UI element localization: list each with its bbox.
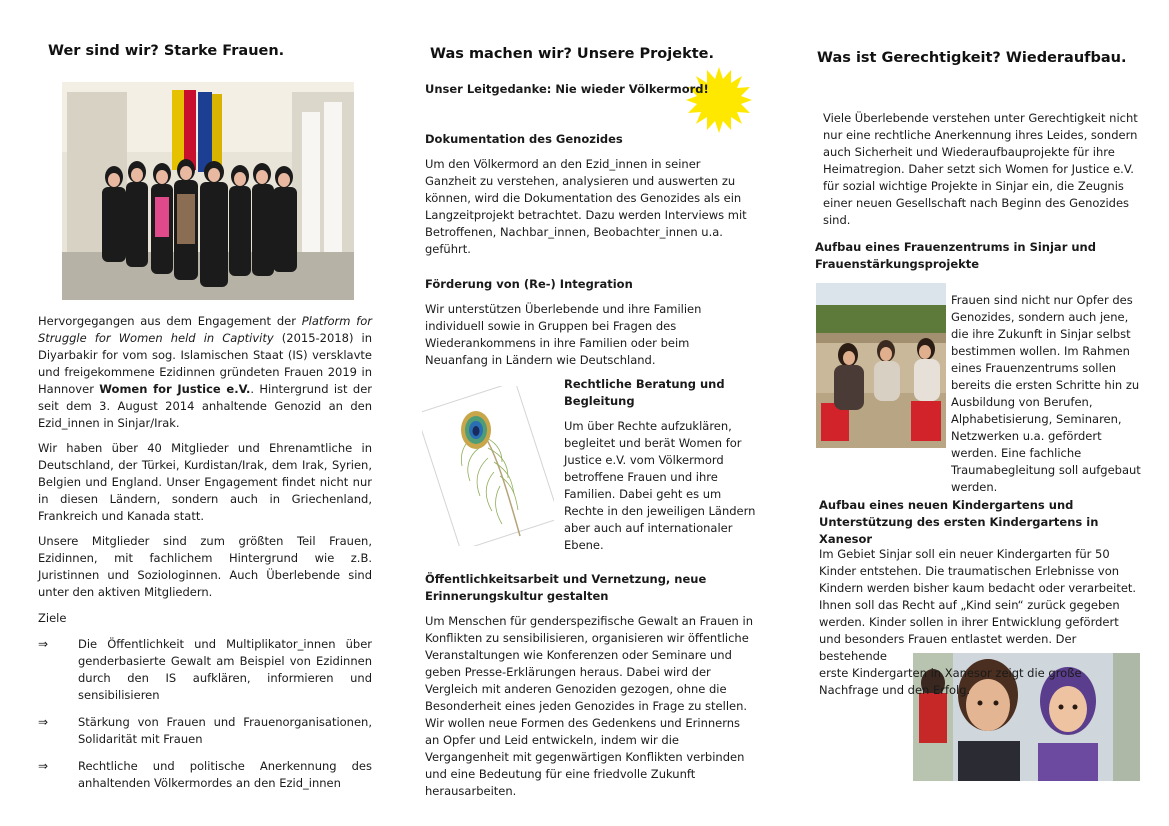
integ-text: Wir unterstützen Überlebende und ihre Familien individuell sowie in Gruppen bei Fragen des Wiederankommens in ihre Familien oder beim Neuanfang in Ländern wie Deutschland. (425, 302, 702, 367)
leitgedanke: Unser Leitgedanke: Nie wieder Völkermord! (425, 82, 709, 96)
col1-heading: Wer sind wir? Starke Frauen. (48, 43, 285, 59)
list-item: ⇒ Die Öffentlichkeit und Multiplikator_innen über genderbasierte Gewalt am Beispiel von Ezidinnen durch den IS aufklären, informieren und sensibilisieren (38, 637, 372, 702)
col1-members2: Unsere Mitglieder sind zum größten Teil Frauen, Ezidinnen, mit fachlichem Hintergrund wie z.B. Juristinnen und Soziologinnen. Auch Überlebende sind unter den aktiven Mitgliedern. (38, 534, 372, 599)
col1-members: Wir haben über 40 Mitglieder und Ehrenamtliche in Deutschland, der Türkei, Kurdistan/Irak, dem Irak, Syrien, Belgien und England. Unser Engagement findet nicht nur in diesen Ländern, sondern auch in Griechenland, Frankreich und Kanada statt. (38, 441, 372, 523)
ziele-list (38, 636, 372, 802)
arrow-icon: ⇒ (38, 715, 49, 729)
list-item: ⇒ Rechtliche und politische Anerkennung des anhaltenden Völkermordes an den Ezid_innen (38, 759, 372, 790)
kinder-title: Aufbau eines neuen Kindergartens und Unterstützung des ersten Kindergartens in Xanesor (819, 498, 1099, 546)
list-item: ⇒ Stärkung von Frauen und Frauenorganisationen, Solidarität mit Frauen (38, 715, 372, 746)
kinder-text: Im Gebiet Sinjar soll ein neuer Kindergarten für 50 Kinder entstehen. Die traumatischen Erlebnisse von Kindern werden bisher kaum bedacht oder verarbeitet. Ihnen soll das Recht auf „Kind sein“ zurück gegeben werden. Kinder sollen in ihrer Entwicklung gefördert und besonders Frauen entlastet werden. Der bestehende erste Kindergarten in Xanesor zeigt die große Nachfrage und den Erfolg. (819, 547, 1137, 697)
doku-text: Um den Völkermord an den Ezid_innen in seiner Ganzheit zu verstehen, analysieren und auswerten zu können, wird die Dokumentation des Genozides als ein Langzeitprojekt betrachtet. Dazu werden Interviews mit Betroffenen, Nachbar_innen, Beobachter_innen u.a. geführt. (425, 157, 747, 256)
women-center-photo (816, 283, 946, 448)
group-photo (62, 82, 354, 300)
col3-heading: Was ist Gerechtigkeit? Wiederaufbau. (817, 50, 1127, 66)
arrow-icon: ⇒ (38, 637, 49, 651)
col1-intro: Hervorgegangen aus dem Engagement der Platform for Struggle for Women held in Captivity (2015-2018) in Diyarbakir for vom sog. Islamischen Staat (IS) versklavte und freigekommene Ezidinnen gründeten Frauen 2019 in Hannover Women for Justice e.V.. Hintergrund ist der seit dem 3. August 2014 anhaltende Genozid an den Ezid_innen in Sinjar/Irak. (38, 314, 373, 430)
col3-intro: Viele Überlebende verstehen unter Gerechtigkeit nicht nur eine rechtliche Anerkennung ihres Leides, sondern auch Sicherheit und Wiederaufbauprojekte für ihre Heimatregion. Daher setzt sich Women for Justice e.V. für sozial wichtige Projekte in Sinjar ein, die Zeugnis einer neuen Gesellschaft nach Beginn des Genozides sind. (823, 111, 1138, 227)
col2-heading: Was machen wir? Unsere Projekte. (430, 46, 714, 62)
arrow-icon: ⇒ (38, 759, 49, 773)
frauen-text: Frauen sind nicht nur Opfer des Genozides, sondern auch jene, die ihre Zukunft in Sinjar selbst bestimmen wollen. Im Rahmen eines Frauenzentrums sollen bereits die ersten Schritte hin zu Ausbildung von Berufen, Alphabetisierung, Seminaren, Netzwerken u.a. gefördert werden. Eine fachliche Traumabegleitung soll aufgebaut werden. (951, 293, 1141, 494)
oeff-text: Um Menschen für genderspezifische Gewalt an Frauen in Konflikten zu sensibilisieren, organisieren wir öffentliche Veranstaltungen wie Konferenzen oder Seminare und geben Presse-Erklärungen heraus. Dabei wird der Vergleich mit anderen Genoziden gezogen, ohne die Besonderheit eines jeden Genozides in Frage zu stellen. Wir wollen neue Formen des Gedenkens und Erinnerns an Opfer und Leid entwickeln, indem wir die Vergangenheit mit gegenwärtigen Konflikten verbinden und eine Bedeutung für eine friedvolle Zukunft herausarbeiten. (425, 614, 753, 798)
doku-title: Dokumentation des Genozides (425, 132, 623, 146)
peacock-feather-image (422, 386, 554, 546)
oeff-title: Öffentlichkeitsarbeit und Vernetzung, neue Erinnerungskultur gestalten (425, 572, 707, 603)
recht-title: Rechtliche Beratung und Begleitung (564, 377, 725, 408)
ziele-label: Ziele (38, 611, 67, 625)
recht-text: Um über Rechte aufzuklären, begleitet und berät Women for Justice e.V. vom Völkermord betroffene Frauen und ihre Familien. Dabei geht es um Rechte in den jeweiligen Ländern aber auch auf internationaler Ebene. (564, 419, 756, 552)
integ-title: Förderung von (Re-) Integration (425, 277, 633, 291)
sun-icon (686, 67, 752, 133)
frauen-title: Aufbau eines Frauenzentrums in Sinjar und Frauenstärkungsprojekte (815, 240, 1096, 271)
